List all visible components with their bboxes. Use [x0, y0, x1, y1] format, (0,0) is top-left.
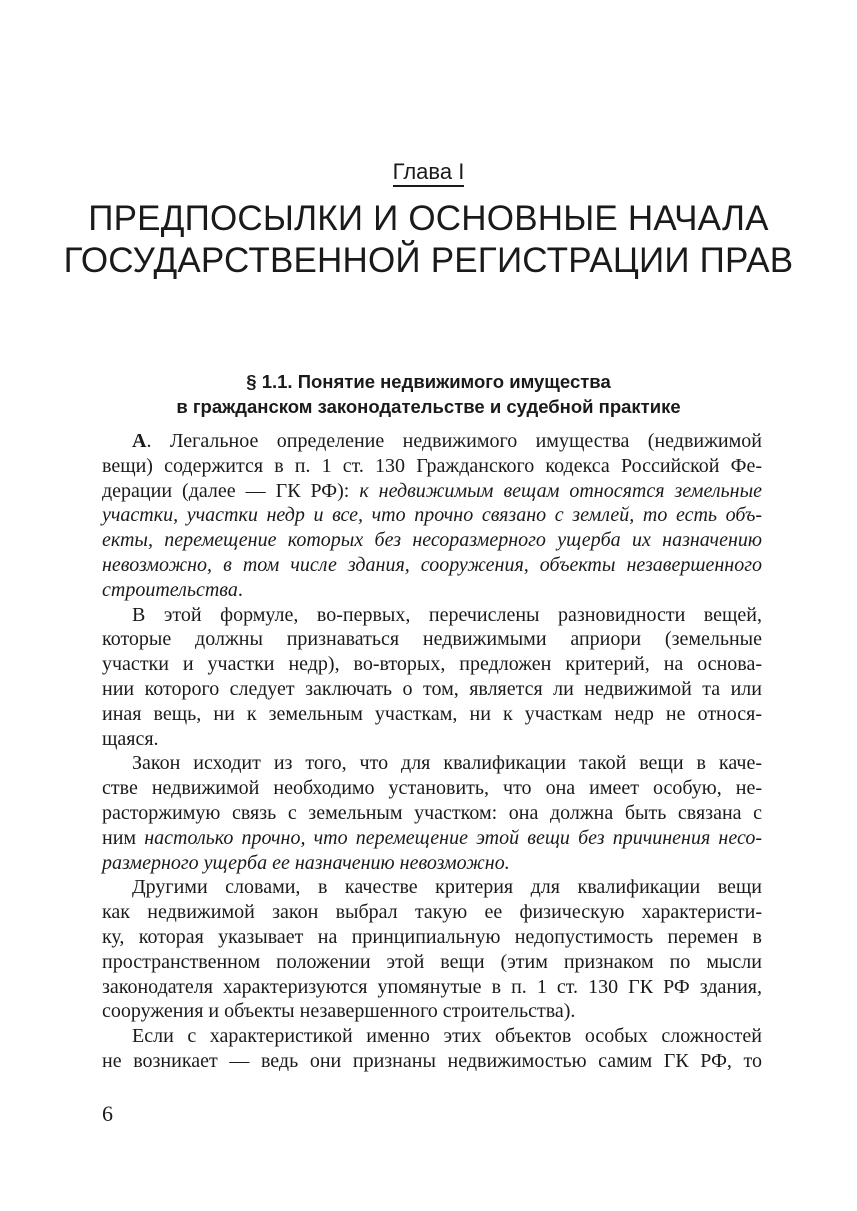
text-segment: участки и участки недр), во-вторых, предложен критерий, на основа- — [102, 653, 762, 676]
text-line — [102, 975, 762, 1000]
text-line — [102, 751, 762, 776]
text-line — [102, 1049, 762, 1074]
text-line — [102, 1024, 762, 1049]
chapter-label-text: Глава I — [393, 159, 465, 187]
text-line — [102, 702, 762, 727]
chapter-title-line: ПРЕДПОСЫЛКИ И ОСНОВНЫЕ НАЧАЛА — [88, 199, 769, 238]
text-segment: В этой формуле, во-первых, перечислены разновидности вещей, — [132, 603, 762, 626]
text-line — [102, 503, 762, 528]
text-segment: стве недвижимой необходимо установить, что она имеет особую, не- — [102, 777, 762, 800]
text-line — [102, 429, 762, 454]
text-segment: Если с характеристикой именно этих объектов особых сложностей — [132, 1025, 762, 1048]
body-text — [102, 429, 762, 1074]
text-segment: размерного ущерба ее назначению невозможно. — [102, 851, 510, 874]
text-segment: Закон исходит из того, что для квалификации такой вещи в каче- — [132, 752, 762, 775]
text-line — [102, 627, 762, 652]
text-segment: дерации (далее — ГК РФ): — [102, 479, 360, 502]
text-segment: пространственном положении этой вещи (этим признаком по мысли — [102, 950, 762, 973]
text-line — [102, 950, 762, 975]
text-line — [102, 925, 762, 950]
paragraph — [102, 429, 762, 603]
text-segment: расторжимую связь с земельным участком: она должна быть связана с — [102, 801, 762, 824]
text-segment: ку, которая указывает на принципиальную недопустимость перемен в — [102, 925, 762, 948]
text-line — [102, 553, 762, 578]
section-title — [0, 369, 857, 419]
section-title-line: в гражданском законодательстве и судебной практике — [176, 396, 681, 417]
text-segment: иная вещь, ни к земельным участкам, ни к участкам недр не относя- — [102, 702, 762, 725]
text-segment: щаяся. — [102, 727, 159, 750]
section-title-line: § 1.1. Понятие недвижимого имущества — [246, 371, 611, 392]
text-line — [102, 652, 762, 677]
paragraph — [102, 751, 762, 875]
text-segment: строительства — [102, 578, 238, 601]
text-line — [102, 999, 762, 1024]
text-segment: законодателя характеризуются упомянутые в п. 1 ст. 130 ГК РФ здания, — [102, 975, 762, 998]
text-line — [102, 875, 762, 900]
text-line — [102, 677, 762, 702]
chapter-title — [0, 198, 857, 282]
text-line — [102, 603, 762, 628]
text-line — [102, 900, 762, 925]
chapter-label — [0, 158, 857, 186]
text-segment: екты, перемещение которых без несоразмерного ущерба их назначению — [102, 529, 762, 552]
text-segment: которые должны признаваться недвижимыми априори (земельные — [102, 628, 762, 651]
text-segment: как недвижимой закон выбрал такую ее физическую характеристи- — [102, 901, 762, 924]
text-segment: Другими словами, в качестве критерия для квалификации вещи — [132, 876, 762, 899]
text-line — [102, 826, 762, 851]
text-line — [102, 528, 762, 553]
text-segment: . Легальное определение недвижимого имущества (недвижимой — [146, 430, 762, 452]
paragraph — [102, 1024, 762, 1074]
text-line — [102, 727, 762, 752]
paragraph-lead-letter: А — [132, 430, 147, 452]
text-segment: . — [237, 578, 243, 601]
text-line — [102, 479, 762, 504]
text-segment: не возникает — ведь они признаны недвижимостью самим ГК РФ, то — [102, 1049, 762, 1072]
text-line — [102, 776, 762, 801]
text-line — [102, 454, 762, 479]
chapter-title-line: ГОСУДАРСТВЕННОЙ РЕГИСТРАЦИИ ПРАВ — [63, 241, 794, 280]
text-segment: нии которого следует заключать о том, является ли недвижимой та или — [102, 677, 762, 700]
text-segment: ним — [102, 826, 145, 849]
text-segment: сооружения и объекты незавершенного строительства). — [102, 1000, 576, 1023]
paragraph — [102, 875, 762, 1024]
text-segment: настолько прочно, что перемещение этой вещи без причинения несо- — [144, 826, 762, 849]
text-segment: вещи) содержится в п. 1 ст. 130 Гражданского кодекса Российской Фе- — [102, 454, 762, 477]
text-line — [102, 801, 762, 826]
paragraph — [102, 603, 762, 752]
page-number: 6 — [102, 1101, 113, 1126]
text-line — [102, 851, 762, 876]
text-segment: участки, участки недр и все, что прочно связано с землей, то есть объ- — [102, 504, 762, 527]
text-segment: к недвижимым вещам относятся земельные — [359, 479, 762, 502]
text-segment: невозможно, в том числе здания, сооружения, объекты незавершенного — [102, 553, 762, 576]
text-line — [102, 578, 762, 603]
